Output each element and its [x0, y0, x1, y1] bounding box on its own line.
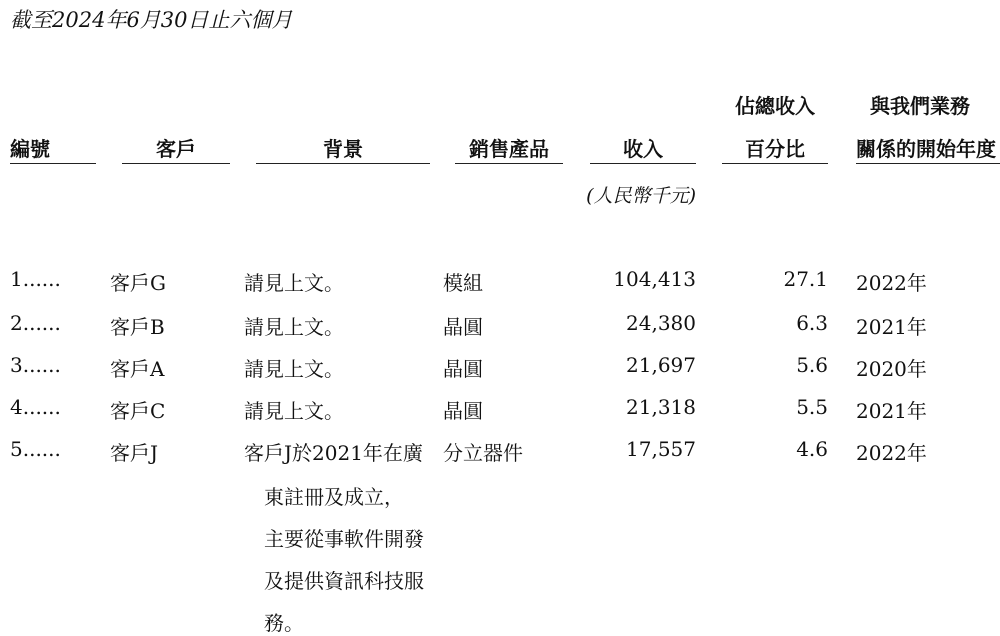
row-2-pct: 6.3 [796, 311, 828, 335]
header-no: 編號 [10, 137, 50, 161]
header-pct-line2: 百分比 [745, 137, 805, 161]
row-5-no: 5...... [10, 437, 61, 461]
row-2-customer: 客戶B [110, 315, 165, 339]
header-rule-pct [722, 163, 828, 164]
header-since-line1: 與我們業務 [870, 94, 970, 118]
header-rule-product [455, 163, 563, 164]
row-4-product: 晶圓 [443, 399, 483, 423]
row-5-customer: 客戶J [110, 441, 159, 465]
row-4-since: 2021年 [856, 399, 927, 423]
row-3-since: 2020年 [856, 357, 927, 381]
row-4-pct: 5.5 [796, 395, 828, 419]
row-3-product: 晶圓 [443, 357, 483, 381]
header-rule-since [856, 163, 1000, 164]
row-5-since: 2022年 [856, 441, 927, 465]
row-5-product: 分立器件 [443, 441, 523, 465]
row-5-pct: 4.6 [796, 437, 828, 461]
row-1-customer: 客戶G [110, 271, 166, 295]
period-title: 截至2024年6月30日止六個月 [10, 8, 293, 32]
row-4-customer: 客戶C [110, 399, 166, 423]
row-5-background-line-4: 及提供資訊科技服 [264, 569, 424, 593]
unit-label: (人民幣千元) [586, 185, 696, 207]
row-1-background: 請見上文。 [244, 271, 344, 295]
row-2-revenue: 24,380 [626, 311, 696, 335]
row-1-revenue: 104,413 [613, 267, 696, 291]
row-3-pct: 5.6 [796, 353, 828, 377]
row-3-revenue: 21,697 [626, 353, 696, 377]
header-background: 背景 [323, 137, 363, 161]
header-customer: 客戶 [156, 137, 196, 161]
row-5-background-line-3: 主要從事軟件開發 [264, 527, 424, 551]
row-1-pct: 27.1 [783, 267, 828, 291]
row-4-no: 4...... [10, 395, 61, 419]
header-pct-line1: 佔總收入 [735, 94, 815, 118]
header-product: 銷售產品 [469, 137, 549, 161]
row-1-product: 模組 [443, 271, 483, 295]
header-rule-no [10, 163, 96, 164]
row-3-background: 請見上文。 [244, 357, 344, 381]
header-since-line2: 關係的開始年度 [856, 137, 996, 161]
header-rule-background [256, 163, 430, 164]
row-2-since: 2021年 [856, 315, 927, 339]
row-4-revenue: 21,318 [626, 395, 696, 419]
row-4-background: 請見上文。 [244, 399, 344, 423]
row-5-background-line-1: 客戶J於2021年在廣 [244, 441, 423, 465]
row-2-background: 請見上文。 [244, 315, 344, 339]
row-5-revenue: 17,557 [626, 437, 696, 461]
header-revenue: 收入 [623, 137, 663, 161]
row-2-product: 晶圓 [443, 315, 483, 339]
row-1-since: 2022年 [856, 271, 927, 295]
row-2-no: 2...... [10, 311, 61, 335]
header-rule-revenue [590, 163, 696, 164]
header-rule-customer [122, 163, 230, 164]
row-5-background-line-2: 東註冊及成立， [264, 485, 404, 509]
row-3-customer: 客戶A [110, 357, 165, 381]
row-5-background-line-5: 務。 [264, 611, 304, 635]
row-3-no: 3...... [10, 353, 61, 377]
row-1-no: 1...... [10, 267, 61, 291]
